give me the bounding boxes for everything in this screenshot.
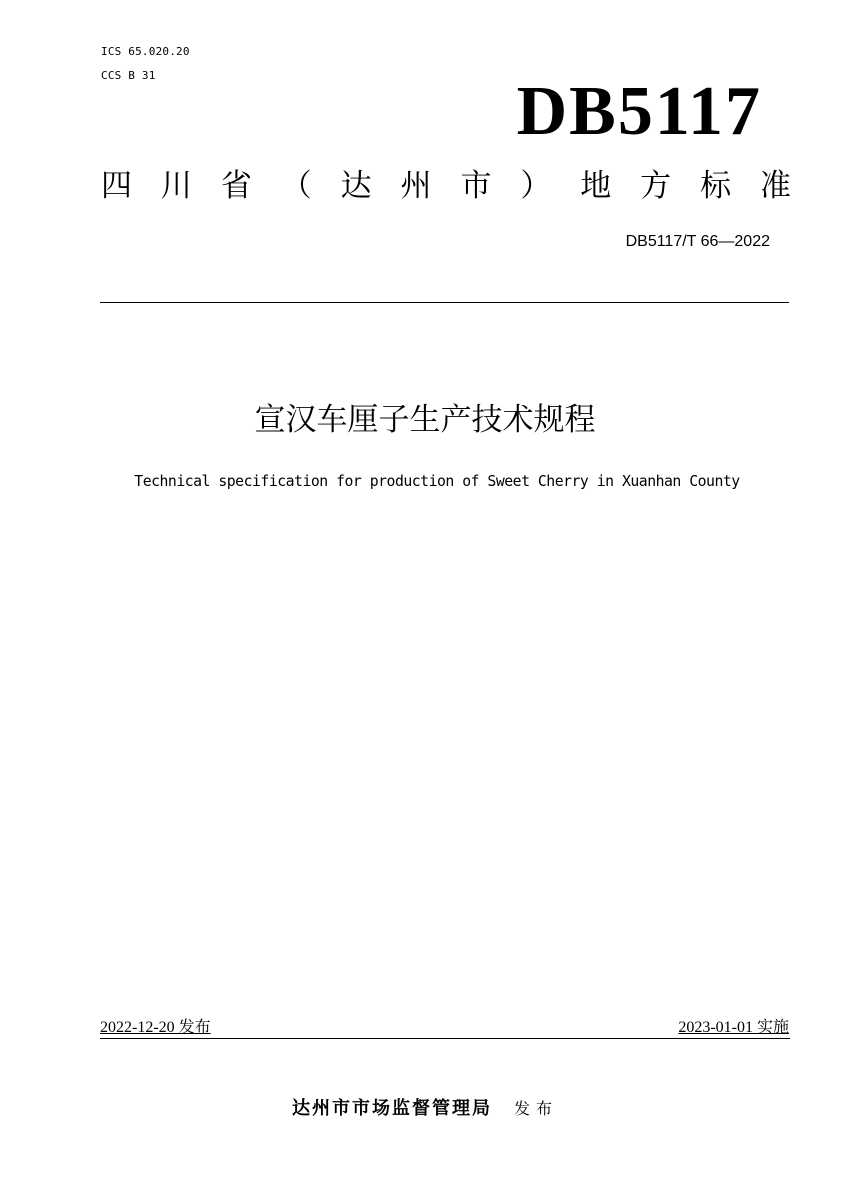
standard-code: DB5117 xyxy=(516,73,762,150)
publisher-name: 达州市市场监督管理局 xyxy=(291,1098,492,1119)
standard-type-char: （ xyxy=(280,168,312,204)
standard-type-char: ） xyxy=(520,168,552,204)
standard-type-char: 地 xyxy=(580,168,612,204)
standard-type-char: 标 xyxy=(700,168,732,204)
document-title-english: Technical specification for production of Sweet Cherry in Xuanhan County xyxy=(134,473,740,490)
header-divider xyxy=(100,302,789,303)
standard-type-char: 州 xyxy=(400,168,432,204)
standard-type-char: 四 xyxy=(101,168,132,204)
standard-type-char: 准 xyxy=(759,168,791,204)
standard-type-char: 方 xyxy=(640,168,672,204)
standard-type-char: 川 xyxy=(160,168,192,204)
implementation-date: 2023-01-01 实施 xyxy=(678,1019,789,1036)
ics-code: ICS 65.020.20 xyxy=(101,45,190,58)
standard-type-char: 达 xyxy=(340,168,372,204)
ccs-code: CCS B 31 xyxy=(101,69,156,82)
publisher xyxy=(0,1096,850,1122)
document-title: 宣汉车厘子生产技术规程 xyxy=(254,402,596,438)
publisher-suffix: 发布 xyxy=(513,1099,558,1118)
standard-type-title xyxy=(101,164,791,208)
standard-type-char: 省 xyxy=(220,168,252,204)
standard-type-char: 市 xyxy=(460,168,492,204)
standard-number: DB5117/T 66—2022 xyxy=(625,233,770,250)
footer-divider xyxy=(100,1038,790,1039)
issue-date: 2022-12-20 发布 xyxy=(100,1019,211,1036)
